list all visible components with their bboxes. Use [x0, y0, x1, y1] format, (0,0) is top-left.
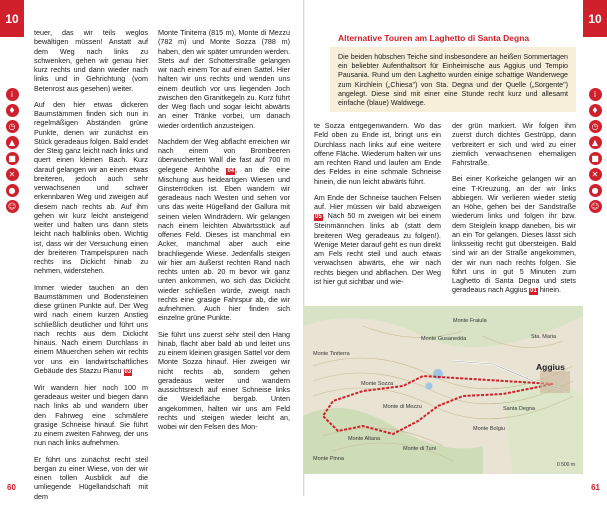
chapter-tab-left: 10 — [0, 0, 24, 37]
map-label: Monte Bolgiu — [473, 426, 506, 432]
waypoint-badge: 01 — [530, 288, 537, 295]
town-label: Aggius — [536, 362, 565, 372]
map-label: Monte Gusanedda — [421, 336, 467, 342]
child-icon: ☺ — [6, 200, 19, 213]
food-icon: ✕ — [6, 168, 19, 181]
paragraph: Sie führt uns zuerst sehr steil den Hang hinab, flacht aber bald ab und leitet uns zu einem kleinen grasigen Sattel vor dem Monte Sozza hinauf. Hier zweigen wir nicht rechts ab, sondern gehen geradeaus weiter und wandern aussichtsreich auf einer Schneise links die Weidefläche bergab. Unten angekommen, halten wir uns am Feld rechts und steigen wieder leicht an, wobei wir den Felsen des Mon- — [158, 329, 290, 431]
hiker-icon: ♦ — [6, 104, 19, 117]
map-label: Monte Fraiula — [453, 318, 487, 324]
map-label: Monte di Tuni — [403, 446, 437, 452]
icon-strip-left — [0, 88, 24, 213]
paragraph: teuer, das wir teils weglos bewältigen müssen! Anstatt auf dem Weg nach links zu schwenken, gehen wir genau hier kurz rechts und dann wieder nach links und in Gehrichtung (vom Betenrost aus gesehen) weiter. — [34, 28, 148, 93]
text-column-2 — [158, 28, 290, 438]
mountain-icon: ▲ — [6, 136, 19, 149]
water-icon: ● — [6, 184, 19, 197]
info-icon: i — [589, 88, 602, 101]
clock-icon: ◷ — [6, 120, 19, 133]
child-icon: ☺ — [589, 200, 602, 213]
waypoint-badge: 04 — [227, 167, 235, 174]
waypoint-badge: 05 — [315, 214, 322, 221]
page-number-right: 61 — [591, 483, 600, 492]
map-label: Monte Sozza — [361, 381, 394, 387]
bus-icon: ■ — [589, 152, 602, 165]
paragraph: Bei einer Korkeiche gelangen wir an eine T-Kreuzung, an der wir links abbiegen. Wir verlieren wieder stetig an Höhe, gehen bei der Sandstraße wiederum links und folgen ihr bzw. dem Steiglein knapp daneben, bis wir an ein Tor gelangen. Dieses lässt sich linksseitig recht gut übersteigen. Bald sind wir an der Straße angekommen, der wir nun nach rechts folgen. Sie führt uns in gut 5 Minuten zum Laghetto di Santa Degna und stets geradeaus nach Aggius 01 hinein. — [452, 174, 576, 295]
map-label: Monte Pinna — [313, 456, 344, 462]
paragraph: der grün markiert. Wir folgen ihm zuerst durch dichtes Gestrüpp, dann verbreitert er sich und wird zu einer ziemlich verwachsenen ehemaligen Fahrstraße. — [452, 121, 576, 167]
map-terrain — [303, 306, 583, 474]
waypoint-badge: 03 — [124, 368, 132, 375]
clock-icon: ◷ — [589, 120, 602, 133]
text-column-4 — [452, 121, 576, 302]
paragraph: Immer wieder tauchen an den Baumstämmen und Bodensteinen diese grünen Punkte auf. Der Weg wird nach einem kurzen Anstieg schließlich deutlicher und führt uns nach rechts aus dem Dickicht hinaus. Nach einem Durchlass in einem Mäuerchen sehen wir rechts vor uns ein landwirtschaftliches Gebäude des Stazzu Pianu 03 — [34, 282, 148, 375]
paragraph: te Sozza entgegenwandern. Wo das Feld oben zu Ende ist, bringt uns ein Durchlass nach links auf eine weitere offene Fläche. Wiederum halten wir uns am rechten Rand und laufen am Ende des Feldes in eine schmale Schneise hinein, die nun leicht abwärts führt. — [314, 121, 441, 186]
map-label: Santa Degna — [503, 406, 536, 412]
food-icon: ✕ — [589, 168, 602, 181]
left-margin — [0, 0, 24, 496]
paragraph: Am Ende der Schneise tauchen Felsen auf. Hier müssen wir bald abzweigen 05. Nach 50 m zweigen wir bei einem Steinmännchen links ab (statt dem breiteren Weg geradeaus zu folgen!). Wenige Meter darauf geht es nun direkt am Fels recht steil und auch etwas verwachsen abwärts, ehe wir nach rechts biegen und abflachen. Der Weg ist hier gut sichtbar und wie- — [314, 192, 441, 286]
map-label: Monte Altana — [348, 436, 381, 442]
paragraph: Wir wandern hier noch 100 m geradeaus weiter und biegen dann nach links ab und wandern über den Fahrweg eine schmälere grasige Schneise hinauf. Sie führt zu einem zweiten Fahrweg, der uns nun nach links aufnehmen. — [34, 382, 148, 448]
icon-strip-right — [583, 88, 607, 213]
paragraph: Monte Tiniterra (815 m), Monte di Mezzu (782 m) und Monte Sozza (788 m) haben, den wir später umrunden werden. Stets auf der Schotterstraße gelangen wir nach einem Tor auf einen Sattel. Hier halten wir uns rechts und wenden uns einem deutlich vor uns liegenden Joch zwischen den Granitkegeln zu. Kurz führt der Weg flach und sogar leicht abwärts an einer Tränke vorbei, um danach wieder ordentlich anzusteigen. — [158, 28, 290, 130]
text-column-1 — [34, 28, 148, 508]
info-box — [330, 28, 576, 112]
hiker-icon: ♦ — [589, 104, 602, 117]
page-number-left: 60 — [7, 483, 16, 492]
info-icon: i — [6, 88, 19, 101]
paragraph: Nachdem der Weg abflacht erreichen wir nach einem von Brombeeren überwucherten Wall die fast auf 700 m gelegene Anhöhe 04, an die eine Mischung aus heideartigen Wiesen und Ginsterröcken ist. Eben wandern wir geradeaus nach Westen und sehen vor uns das weite Hügelland der Gallura mit seinen vielen Windrädern. Wir gelangen nach einem leichten Abwärtsstück auf offenes Feld. Dieses ist manchmal ein Acker, manchmal aber auch eine brachliegende Wiese. Jedenfalls steigen wir hier am äußerst rechten Rand nach rechts unten ab. 20 m bevor wir ganz unten ankommen, wo sich das Dickicht wieder schließen würde, zweigt nach rechts eine grasige Fahrspur ab, die wir aufnehmen. Auch hier finden sich einzelne grüne Punkte. — [158, 136, 290, 323]
route-map — [303, 306, 583, 474]
info-box-text: Die beiden hübschen Teiche sind insbesondere an heißen Sommertagen ein beliebter Aufenthaltsort für Einheimische aus Aggius und Tempio Pausania. Rund um den Laghetto wurden einige schattige Wanderwege zum Kirchlein („Chiesa") von Sta. Degna und der Quelle („Sorgente") angelegt. Diese sind mit einer eine Stunde recht kurz und allesamt einfache (blaue) Waldwege. — [338, 53, 568, 108]
water-icon: ● — [589, 184, 602, 197]
paragraph: Er führt uns zunächst recht steil bergan zu einer Wiese, von der wir einen tollen Ausblick auf die umliegende Hügellandschaft mit dem — [34, 454, 148, 501]
map-label: Monte di Mezzu — [383, 404, 422, 410]
right-margin — [583, 0, 607, 496]
text-column-3 — [314, 121, 441, 293]
bus-icon: ■ — [6, 152, 19, 165]
map-scale: 0 500 m — [556, 462, 575, 468]
paragraph: Auf den hier etwas dickeren Baumstämmen finden sich nun in regelmäßigen Abständen grüne Punkte, denen wir zunächst ein Stück geradeaus folgen. Bald endet der Steig ganz leicht nach links und quert einen kleinen Bach. Kurz darauf gelangen wir an einen etwas breiteren, jedoch auch sehr verwachsenen und schwer erkennbaren Weg und zweigen auf diesem nach rechts ab. Auf ihm gehen wir kurz leicht ansteigend weiter und halten uns dann stets leicht nach halblinks oben. Wichtig ist, dass wir der Versuchung einen der breiteren Trampelspuren nach rechts ins Dickicht hinab zu nehmen, widerstehen. — [34, 99, 148, 276]
map-label: Monte Tiniterra — [313, 351, 350, 357]
chapter-tab-right: 10 — [583, 0, 607, 37]
map-label: Sta. Maria — [531, 334, 557, 340]
info-box-title: Alternative Touren am Laghetto di Santa Degna — [330, 28, 576, 49]
mountain-icon: ▲ — [589, 136, 602, 149]
